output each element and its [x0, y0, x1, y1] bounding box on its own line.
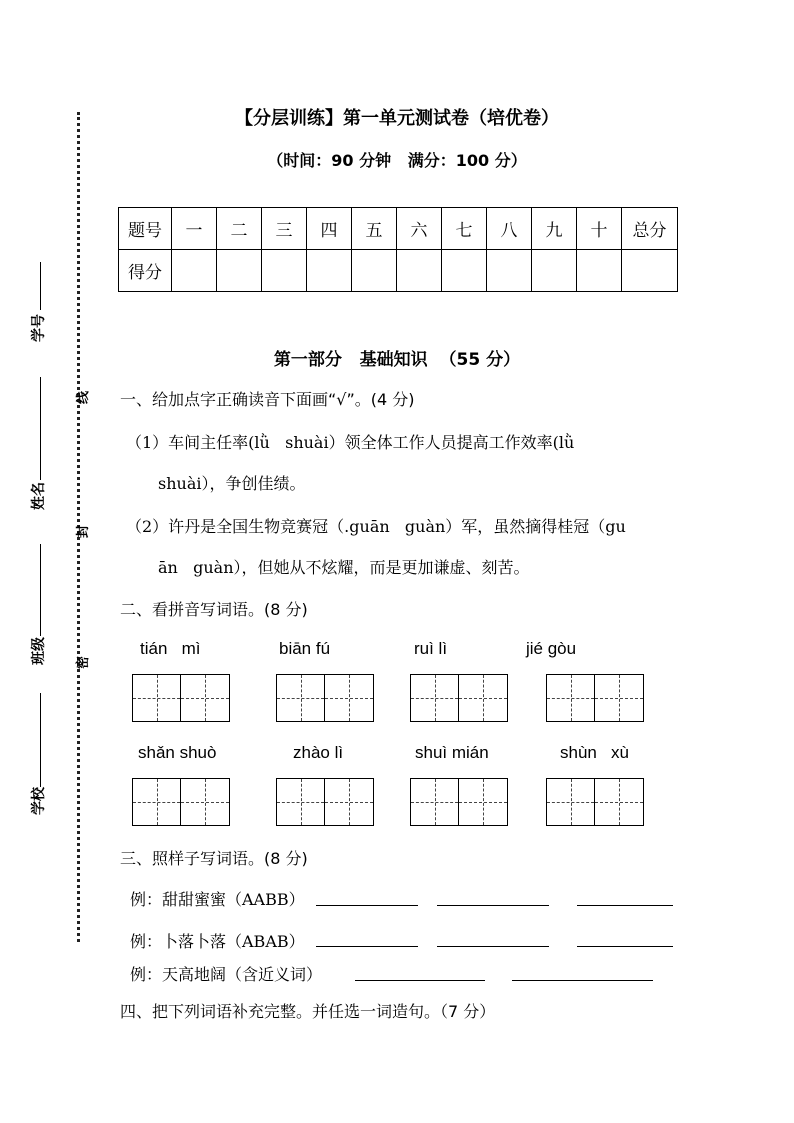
score-input-cell[interactable] — [532, 250, 577, 292]
write-grid[interactable] — [276, 778, 374, 826]
score-table — [118, 207, 678, 292]
write-grid[interactable] — [546, 778, 644, 826]
answer-blank[interactable] — [437, 946, 549, 947]
class-blank — [40, 544, 41, 636]
score-input-cell[interactable] — [442, 250, 487, 292]
score-header-cell: 四 — [307, 208, 352, 250]
exam-title: 【分层训练】第一单元测试卷（培优卷） — [235, 108, 559, 129]
score-header-cell: 九 — [532, 208, 577, 250]
score-table-header-row — [119, 208, 678, 250]
score-input-cell[interactable] — [217, 250, 262, 292]
q3-example-1: 例：甜甜蜜蜜（AABB） — [130, 890, 305, 909]
part1-heading: 第一部分 基础知识 （55 分） — [273, 350, 521, 370]
score-input-cell[interactable] — [397, 250, 442, 292]
q2-stem: 二、看拼音写词语。(8 分) — [120, 600, 308, 619]
answer-blank[interactable] — [355, 980, 485, 981]
score-input-cell[interactable] — [622, 250, 678, 292]
student-no-label: 学号 — [31, 314, 47, 342]
score-header-cell: 八 — [487, 208, 532, 250]
seal-char-seal: 封 — [76, 524, 92, 539]
score-header-cell: 五 — [352, 208, 397, 250]
score-header-cell: 一 — [172, 208, 217, 250]
answer-blank[interactable] — [316, 905, 418, 906]
q3-example-2: 例：卜落卜落（ABAB） — [130, 932, 305, 951]
q1-stem: 一、给加点字正确读音下面画“√”。(4 分) — [120, 390, 415, 409]
write-grid[interactable] — [546, 674, 644, 722]
answer-blank[interactable] — [316, 946, 418, 947]
school-blank — [40, 693, 41, 787]
q3-stem: 三、照样子写词语。(8 分) — [120, 849, 308, 868]
score-header-cell: 十 — [577, 208, 622, 250]
answer-blank[interactable] — [512, 980, 653, 981]
write-grid[interactable] — [276, 674, 374, 722]
write-grid[interactable] — [132, 778, 230, 826]
answer-blank[interactable] — [437, 905, 549, 906]
pinyin-label: zhào lì — [293, 743, 344, 762]
pinyin-label: shǎn shuò — [138, 743, 217, 762]
q1-item2-line2: ān guàn），但她从不炫耀，而是更加谦虚、刻苦。 — [158, 558, 530, 577]
seal-char-line: 线 — [76, 390, 92, 405]
score-header-cell: 三 — [262, 208, 307, 250]
write-grid[interactable] — [132, 674, 230, 722]
seal-char-secret: 密 — [76, 655, 92, 670]
name-label: 姓名 — [31, 482, 47, 510]
pinyin-label: shuì mián — [415, 743, 489, 762]
score-input-cell[interactable] — [262, 250, 307, 292]
score-input-cell[interactable] — [577, 250, 622, 292]
write-grid[interactable] — [410, 778, 508, 826]
school-label: 学校 — [31, 787, 47, 815]
score-input-cell[interactable] — [487, 250, 532, 292]
pinyin-label: ruì lì — [414, 639, 448, 658]
score-row-label: 得分 — [119, 250, 172, 292]
student-no-blank — [40, 262, 41, 310]
score-header-cell: 总分 — [622, 208, 678, 250]
pinyin-label: jié gòu — [526, 639, 577, 658]
class-label: 班级 — [31, 637, 47, 665]
name-blank — [40, 377, 41, 480]
score-input-cell[interactable] — [172, 250, 217, 292]
pinyin-label: biān fú — [279, 639, 331, 658]
answer-blank[interactable] — [577, 905, 673, 906]
score-input-cell[interactable] — [307, 250, 352, 292]
q1-item1-line2: shuài），争创佳绩。 — [158, 474, 306, 493]
q1-item2-line1: （2）许丹是全国生物竞赛冠（.guān guàn）军，虽然摘得桂冠（gu — [126, 517, 626, 536]
exam-subtitle: （时间：90 分钟 满分：100 分） — [267, 151, 527, 170]
score-header-cell: 二 — [217, 208, 262, 250]
score-table-score-row — [119, 250, 678, 292]
q3-example-3: 例：天高地阔（含近义词） — [130, 965, 323, 984]
pinyin-label: tián mì — [140, 639, 201, 658]
write-grid[interactable] — [410, 674, 508, 722]
q1-item1-line1: （1）车间主任率(lǜ shuài）领全体工作人员提高工作效率(lǜ — [126, 433, 575, 452]
answer-blank[interactable] — [577, 946, 673, 947]
score-header-cell: 六 — [397, 208, 442, 250]
score-header-cell: 题号 — [119, 208, 172, 250]
score-header-cell: 七 — [442, 208, 487, 250]
pinyin-label: shùn xù — [560, 743, 629, 762]
q4-stem: 四、把下列词语补充完整。并任选一词造句。（7 分） — [120, 1002, 496, 1021]
score-input-cell[interactable] — [352, 250, 397, 292]
